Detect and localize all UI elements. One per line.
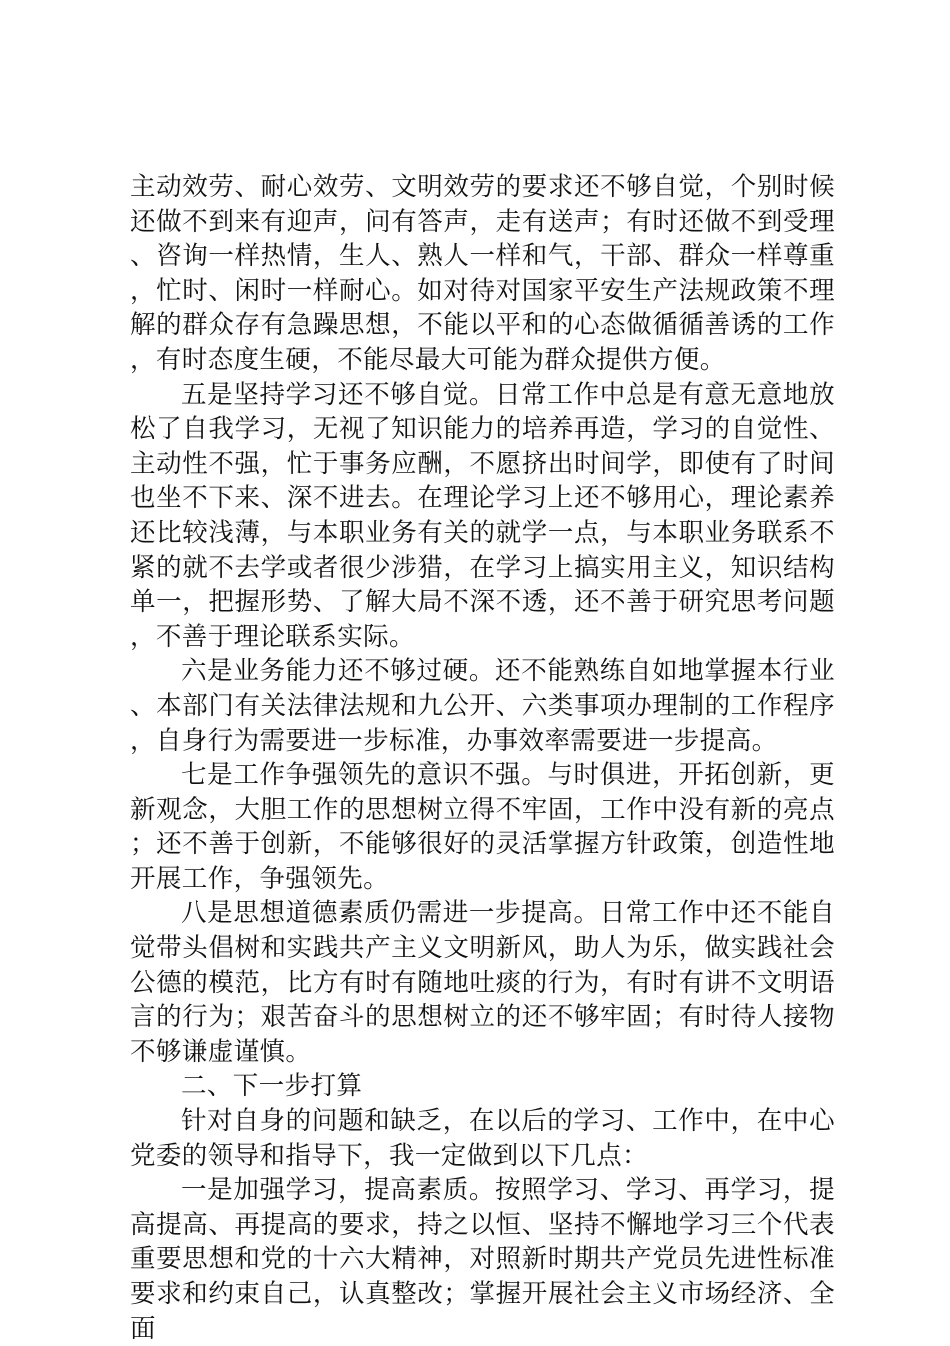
section-heading-next-steps: 二、下一步打算 xyxy=(181,1071,363,1102)
document-page xyxy=(130,170,835,1346)
paragraph-business-ability: 六是业务能力还不够过硬。还不能熟练自如地掌握本行业、本部门有关法律法规和九公开、六类事项办理制的工作程序，自身行为需要进一步标准，办事效率需要进一步提高。 xyxy=(130,656,835,756)
paragraph-moral-quality: 八是思想道德素质仍需进一步提高。日常工作中还不能自觉带头倡树和实践共产主义文明新风，助人为乐，做实践社会公德的模范，比方有时有随地吐痰的行为，有时有讲不文明语言的行为；艰苦奋斗的思想树立的还不够牢固；有时待人接物不够谦虚谨慎。 xyxy=(130,898,835,1067)
paragraph-study-awareness: 五是坚持学习还不够自觉。日常工作中总是有意无意地放松了自我学习，无视了知识能力的培养再造，学习的自觉性、主动性不强，忙于事务应酬，不愿挤出时间学，即使有了时间也坐不下来、深不进去。在理论学习上还不够用心，理论素养还比较浅薄，与本职业务有关的就学一点，与本职业务联系不紧的就不去学或者很少涉猎，在学习上搞实用主义，知识结构单一，把握形势、了解大局不深不透，还不善于研究思考问题，不善于理论联系实际。 xyxy=(130,379,835,652)
paragraph-competitive-awareness: 七是工作争强领先的意识不强。与时俱进，开拓创新，更新观念，大胆工作的思想树立得不牢固，工作中没有新的亮点；还不善于创新，不能够很好的灵活掌握方针政策，创造性地开展工作，争强领先。 xyxy=(130,760,835,894)
paragraph-next-steps-intro: 针对自身的问题和缺乏，在以后的学习、工作中，在中心党委的领导和指导下，我一定做到以下几点： xyxy=(130,1106,835,1171)
paragraph-service-attitude: 主动效劳、耐心效劳、文明效劳的要求还不够自觉，个别时候还做不到来有迎声，问有答声，走有送声；有时还做不到受理、咨询一样热情，生人、熟人一样和气，干部、群众一样尊重，忙时、闲时一样耐心。如对待对国家平安生产法规政策不理解的群众存有急躁思想，不能以平和的心态做循循善诱的工作，有时态度生硬，不能尽最大可能为群众提供方便。 xyxy=(130,172,835,375)
paragraph-strengthen-study: 一是加强学习，提高素质。按照学习、学习、再学习，提高提高、再提高的要求，持之以恒、坚持不懈地学习三个代表重要思想和党的十六大精神，对照新时期共产党员先进性标准要求和约束自己，认真整改；掌握开展社会主义市场经济、全面 xyxy=(130,1175,835,1344)
